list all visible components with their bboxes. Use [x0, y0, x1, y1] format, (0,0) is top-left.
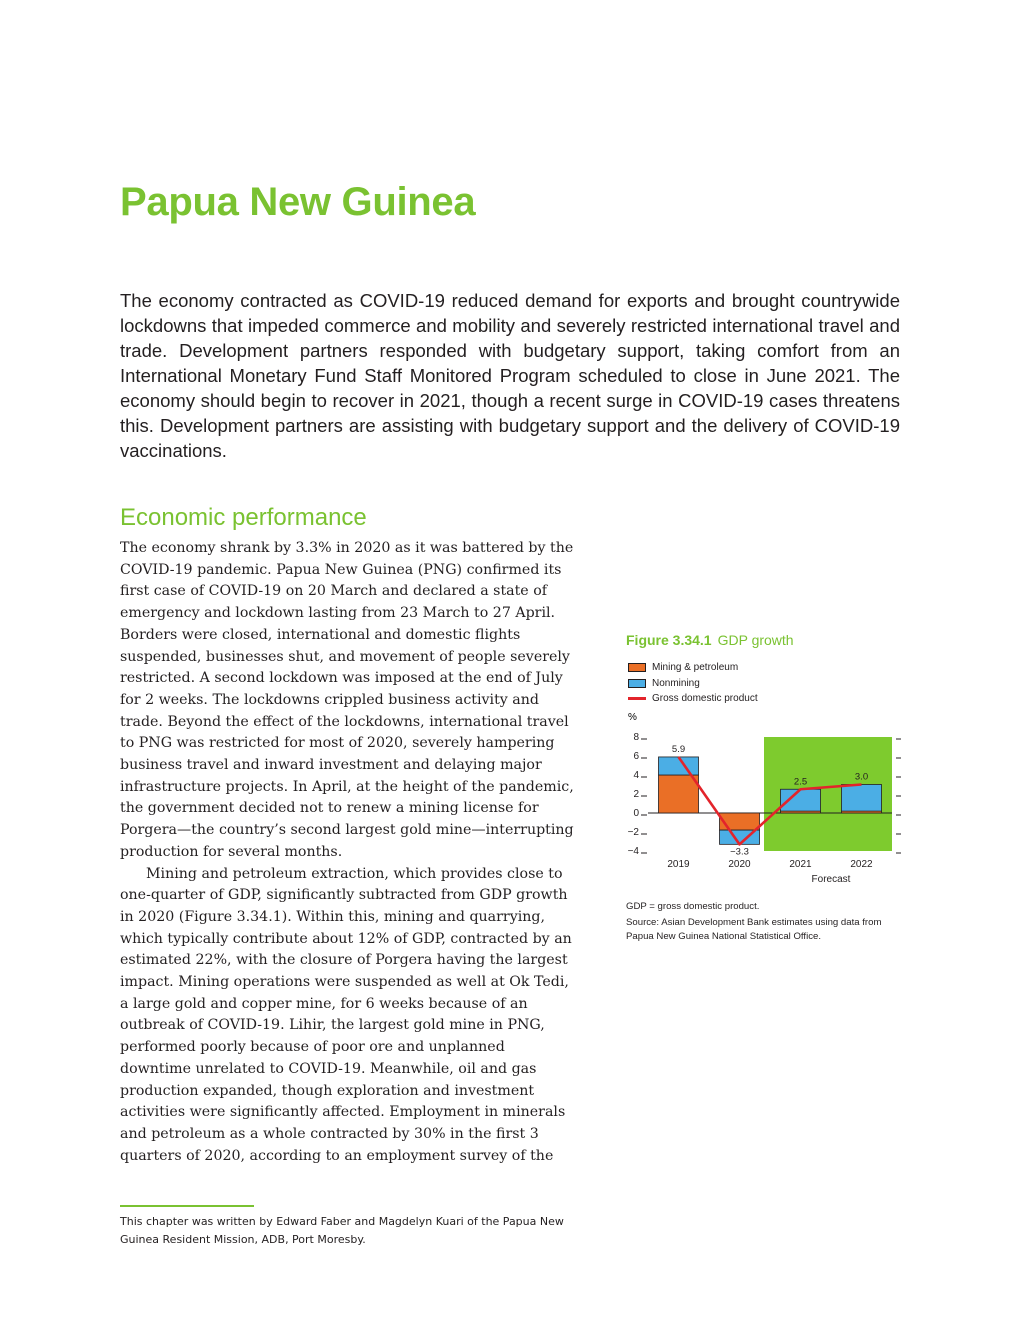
data-label: 5.9: [671, 743, 686, 755]
bar-mining-petroleum-2019: [659, 775, 699, 813]
x-tick-label: 2022: [850, 859, 873, 870]
legend-swatch-mining: [628, 663, 646, 672]
legend-swatch-nonmining: [628, 679, 646, 688]
chapter-footnote: This chapter was written by Edward Faber and Magdelyn Kuari of the Papua New Guinea Resident Mission, ADB, Port Moresby.: [120, 1215, 564, 1246]
figure-note: GDP = gross domestic product.: [626, 901, 760, 912]
gdp-growth-chart: [620, 708, 910, 890]
x-tick-label: 2019: [667, 859, 690, 870]
bar-nonmining-2022: [842, 785, 882, 812]
data-label: 3.0: [854, 771, 869, 783]
body-text-column: [120, 538, 580, 1167]
forecast-label: Forecast: [811, 874, 851, 885]
bar-nonmining-2019: [659, 757, 699, 775]
y-axis-right-ticks: [896, 739, 901, 853]
y-tick-label: 4: [633, 770, 639, 781]
figure-caption: GDP growth: [717, 632, 794, 648]
footnote-divider: [120, 1205, 254, 1207]
bar-mining-petroleum-2020: [720, 813, 760, 830]
x-tick-label: 2021: [789, 859, 812, 870]
chart-legend: [628, 660, 758, 707]
y-tick-label: 8: [633, 732, 639, 743]
legend-label-mining: Mining & petroleum: [652, 662, 739, 674]
figure-title: [626, 632, 794, 648]
y-tick-label: −2: [627, 827, 639, 838]
legend-item-nonmining: [628, 676, 758, 692]
x-tick-label: 2020: [728, 859, 751, 870]
y-tick-label: 2: [633, 789, 639, 800]
y-tick-label: 6: [633, 751, 639, 762]
figure-notes: [626, 899, 896, 944]
chapter-summary: The economy contracted as COVID-19 reduced demand for exports and brought countrywide lockdowns that impeded commerce and mobility and severely restricted international travel and trade. Development partners responded with budgetary support, taking comfort from an International Monetary Fund Staff Monitored Program scheduled to close in June 2021. The economy should begin to recover in 2021, though a recent surge in COVID-19 cases threatens this. Development partners are assisting with budgetary support and the delivery of COVID-19 vaccinations.: [120, 290, 900, 461]
data-label: −3.3: [730, 846, 749, 858]
y-axis: [628, 732, 647, 857]
legend-swatch-gdp: [628, 697, 646, 700]
y-tick-label: −4: [627, 846, 639, 857]
legend-item-gdp: [628, 691, 758, 707]
figure-source: Source: Asian Development Bank estimates using data from Papua New Guinea National Statistical Office.: [626, 917, 882, 942]
x-axis: [667, 859, 873, 870]
body-paragraph: The economy shrank by 3.3% in 2020 as it was battered by the COVID-19 pandemic. Papua New Guinea (PNG) confirmed its first case of COVID-19 on 20 March and declared a state of emergency and lockdown lasting from 23 March to 27 April. Borders were closed, international and domestic flights suspended, businesses shut, and movement of people severely restricted. A second lockdown was imposed at the end of July for 2 weeks. The lockdowns crippled business activity and trade. Beyond the effect of the lockdowns, international travel to PNG was restricted for most of 2020, severely hampering business travel and inward investment and delaying major infrastructure projects. In April, at the height of the pandemic, the government decided not to renew a mining license for Porgera—the country’s second largest gold mine—interrupting production for several months.: [120, 540, 574, 860]
y-axis-unit-label: %: [628, 712, 637, 723]
page-title: Papua New Guinea: [120, 180, 476, 224]
section-heading: Economic performance: [120, 504, 367, 531]
body-paragraph: Mining and petroleum extraction, which provides close to one-quarter of GDP, significantly subtracted from GDP growth in 2020 (Figure 3.34.1). Within this, mining and quarrying, which typically contribute about 12% of GDP, contracted by an estimated 22%, with the closure of Porgera having the largest impact. Mining operations were suspended as well at Ok Tedi, a large gold and copper mine, for 6 weeks because of an outbreak of COVID-19. Lihir, the largest gold mine in PNG, performed poorly because of poor ore and unplanned downtime unrelated to COVID-19. Meanwhile, oil and gas production expanded, though exploration and investment activities were significantly affected. Employment in minerals and petroleum as a whole contracted by 30% in the first 3 quarters of 2020, according to an employment survey of the: [120, 865, 572, 1164]
figure-number: Figure 3.34.1: [626, 632, 712, 648]
legend-label-gdp: Gross domestic product: [652, 693, 758, 705]
data-label: 2.5: [793, 776, 808, 788]
legend-item-mining: [628, 660, 758, 676]
y-tick-label: 0: [633, 808, 639, 819]
legend-label-nonmining: Nonmining: [652, 677, 700, 689]
